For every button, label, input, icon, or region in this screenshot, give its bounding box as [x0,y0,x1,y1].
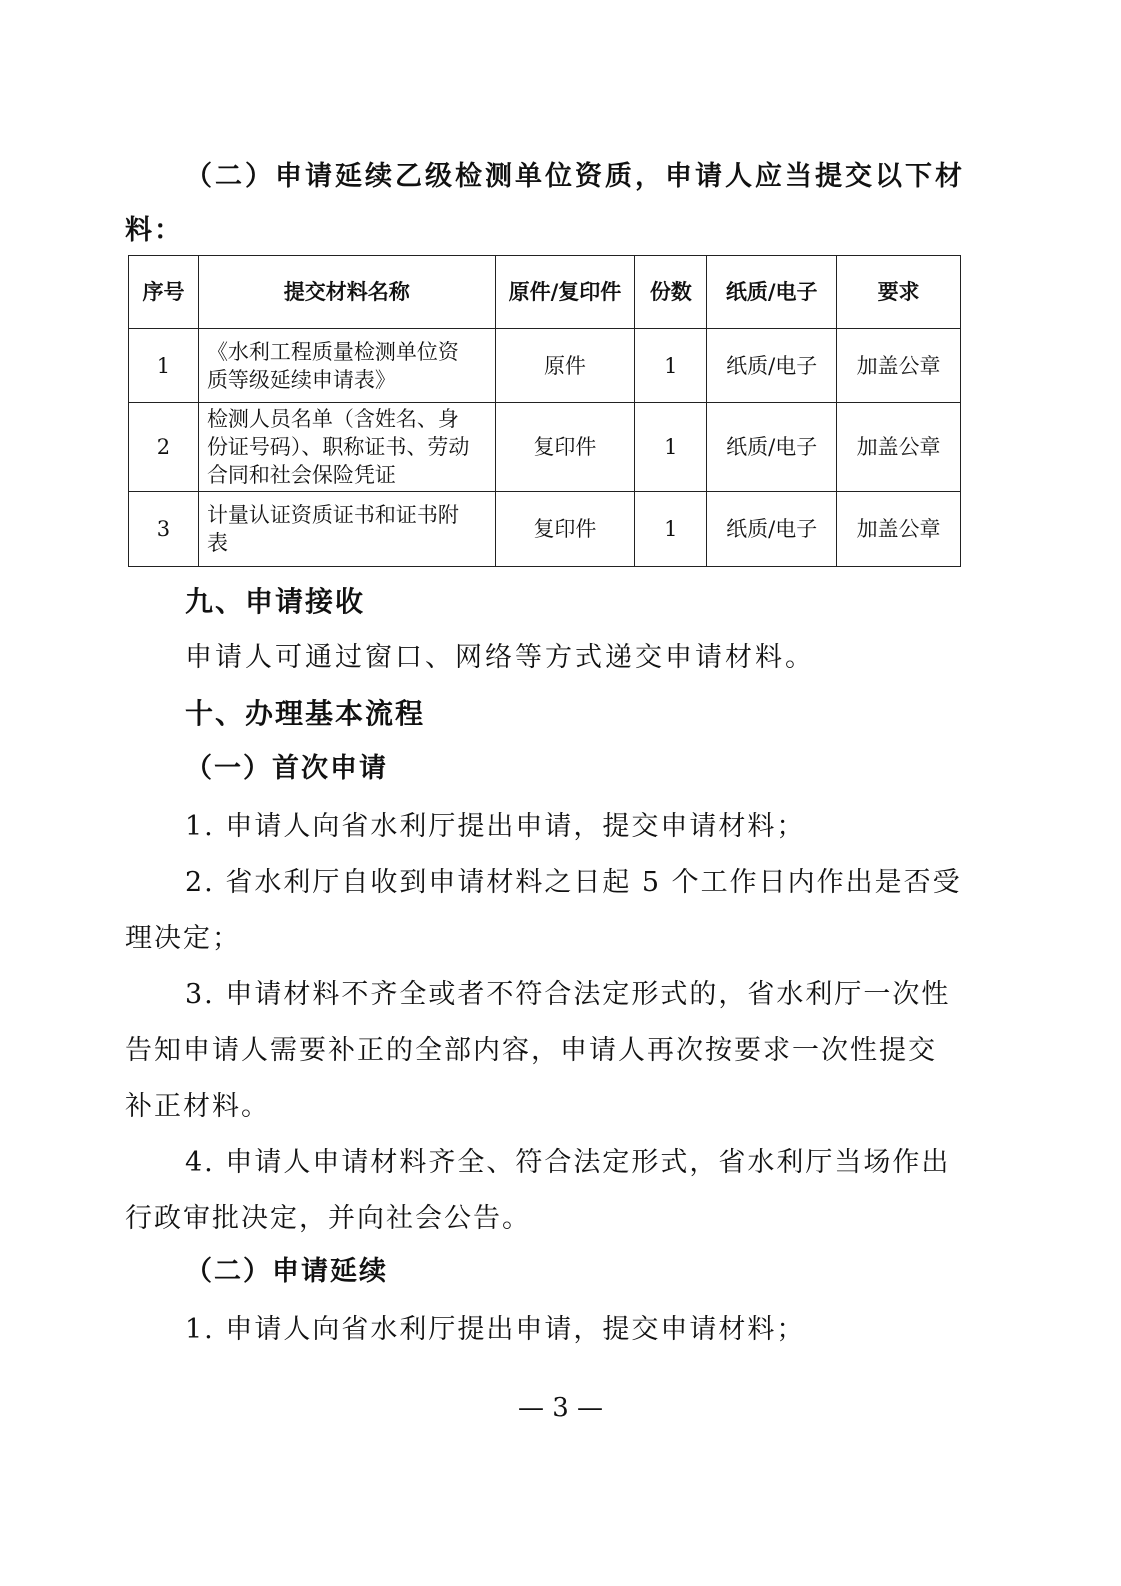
header-medium: 纸质/电子 [707,256,837,329]
intro-line-1: （二）申请延续乙级检测单位资质，申请人应当提交以下材 [185,161,965,192]
row-requirement: 加盖公章 [837,492,961,567]
row-medium: 纸质/电子 [707,492,837,567]
table-row [129,403,961,492]
row-no: 1 [129,329,199,403]
row-requirement: 加盖公章 [837,403,961,492]
row-name-line: 检测人员名单（含姓名、身 [206,407,459,431]
row-copies: 1 [635,492,707,567]
renewal-item-1: 1. 申请人向省水利厅提出申请，提交申请材料； [185,1314,806,1345]
first-item-3-line-3: 补正材料。 [125,1091,270,1122]
page-number: — 3 — [517,1393,604,1423]
first-item-1: 1. 申请人向省水利厅提出申请，提交申请材料； [185,811,806,842]
first-item-2-line-2: 理决定； [125,923,241,954]
section-9-heading: 九、申请接收 [185,585,366,618]
row-medium: 纸质/电子 [707,329,837,403]
row-name [198,403,495,492]
row-no: 3 [129,492,199,567]
first-item-3-line-2: 告知申请人需要补正的全部内容，申请人再次按要求一次性提交 [125,1035,937,1066]
row-original: 复印件 [495,403,635,492]
intro-line-2: 料： [125,215,183,246]
table-row [129,492,961,567]
subsection-first-application: （一）首次申请 [185,753,388,784]
header-name: 提交材料名称 [198,256,495,329]
header-original: 原件/复印件 [495,256,635,329]
row-original: 原件 [495,329,635,403]
row-copies: 1 [635,329,707,403]
first-item-4-line-2: 行政审批决定，并向社会公告。 [125,1203,531,1234]
first-item-2-line-1: 2. 省水利厅自收到申请材料之日起 5 个工作日内作出是否受 [185,867,962,898]
row-name [198,329,495,403]
row-name-line: 计量认证资质证书和证书附 [206,503,459,527]
row-no: 2 [129,403,199,492]
section-10-heading: 十、办理基本流程 [185,697,426,730]
row-name-line: 表 [206,531,228,555]
row-requirement: 加盖公章 [837,329,961,403]
row-name-line: 《水利工程质量检测单位资 [206,339,459,364]
row-name [198,492,495,567]
table-header-row [129,256,961,329]
first-item-3-line-1: 3. 申请材料不齐全或者不符合法定形式的，省水利厅一次性 [185,979,951,1010]
row-name-line: 份证号码）、职称证书、劳动 [206,435,470,459]
header-no: 序号 [129,256,199,329]
section-9-body: 申请人可通过窗口、网络等方式递交申请材料。 [185,642,815,673]
header-copies: 份数 [635,256,707,329]
row-name-line: 质等级延续申请表》 [206,367,396,392]
materials-table [128,255,961,567]
row-original: 复印件 [495,492,635,567]
table-row [129,329,961,403]
first-item-4-line-1: 4. 申请人申请材料齐全、符合法定形式，省水利厅当场作出 [185,1147,951,1178]
row-copies: 1 [635,403,707,492]
row-medium: 纸质/电子 [707,403,837,492]
row-name-line: 合同和社会保险凭证 [206,463,396,487]
header-requirement: 要求 [837,256,961,329]
subsection-renewal: （二）申请延续 [185,1256,388,1287]
